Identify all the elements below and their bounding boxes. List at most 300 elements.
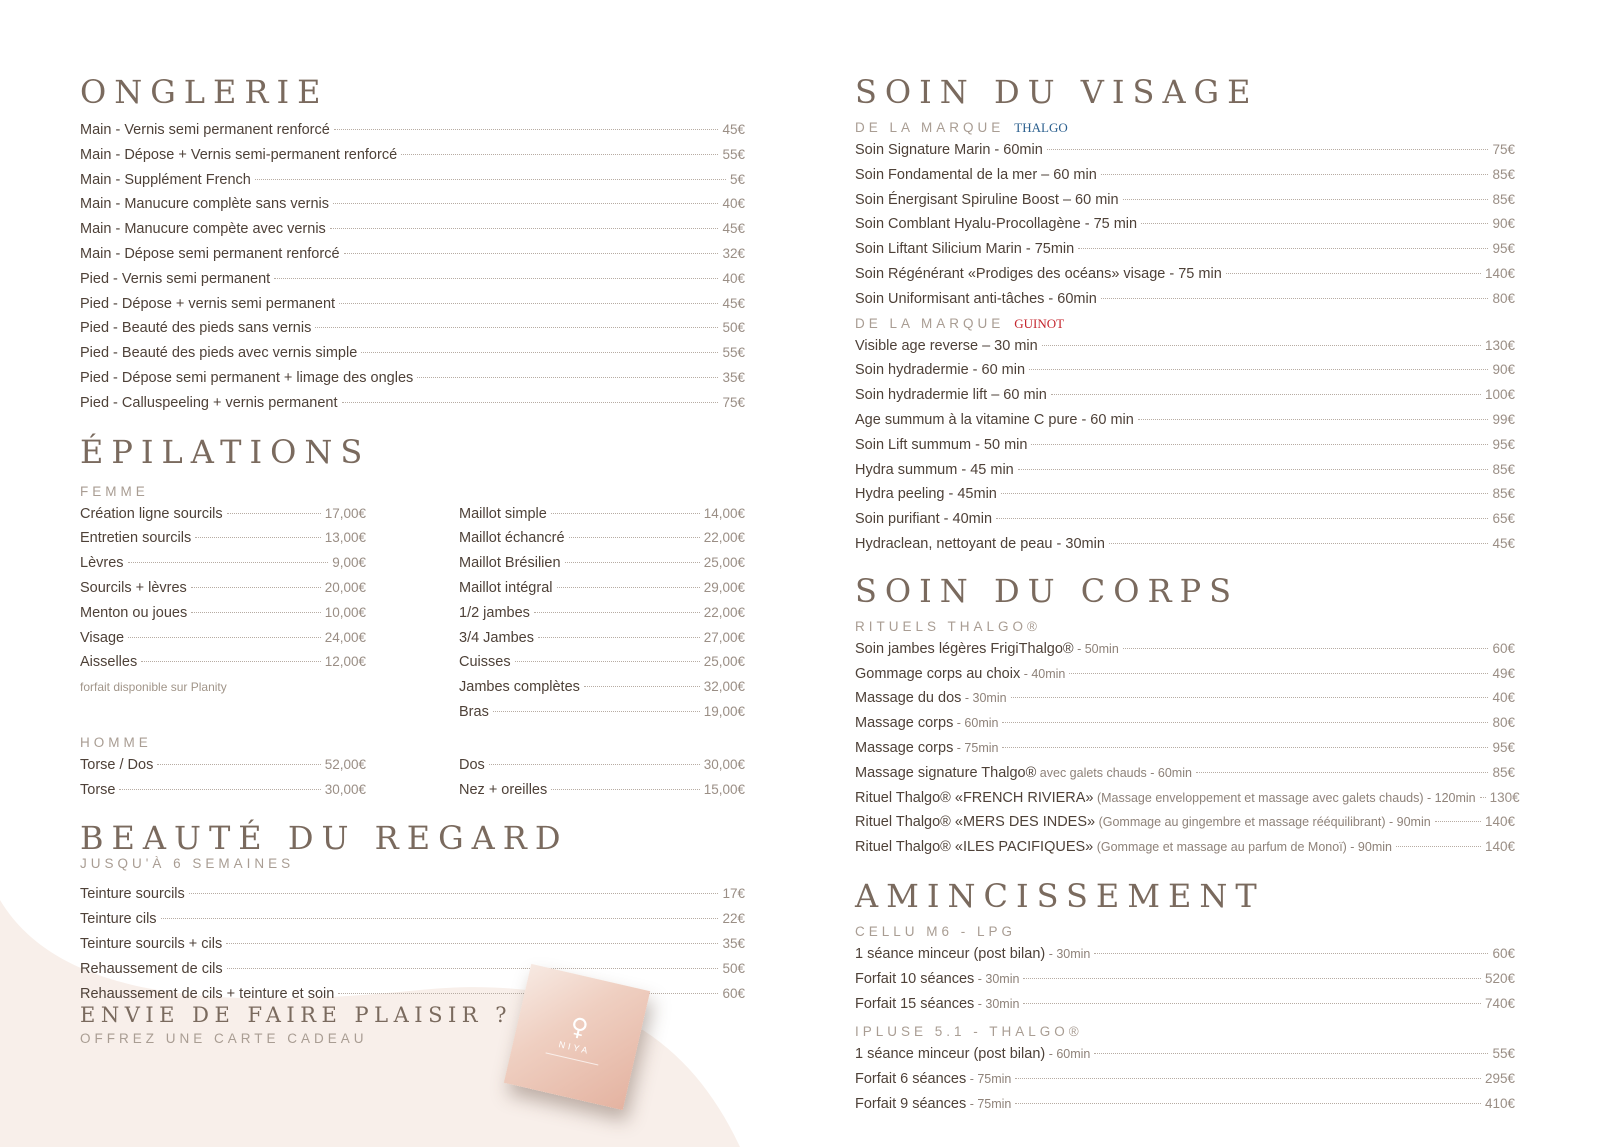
homme-right-list <box>459 753 745 803</box>
service-name <box>459 552 561 576</box>
service-label: 1 séance minceur (post bilan) <box>855 945 1046 962</box>
service-label: Soin hydradermie lift – 60 min <box>855 387 1047 404</box>
service-label: Entretien sourcils <box>80 530 192 547</box>
service-price: 75€ <box>1492 142 1515 157</box>
service-name <box>80 651 137 675</box>
service-price: 80€ <box>1492 715 1515 731</box>
dotted-leader <box>1018 469 1489 470</box>
dotted-leader <box>1226 273 1481 274</box>
price-row <box>80 957 745 982</box>
visage-title: SOIN DU VISAGE <box>855 73 1259 111</box>
service-label: Dos <box>459 756 485 773</box>
service-price: 55€ <box>722 146 745 162</box>
service-name <box>855 533 1105 557</box>
service-name <box>459 627 534 651</box>
dotted-leader <box>330 228 719 229</box>
service-label: Hydra peeling - 45min <box>855 486 997 503</box>
dotted-leader <box>191 612 320 613</box>
service-name <box>855 459 1014 483</box>
service-name <box>855 335 1038 359</box>
price-row <box>855 662 1515 687</box>
dotted-leader <box>119 789 320 790</box>
service-price: 35€ <box>722 369 745 385</box>
service-price: 30,00€ <box>703 756 745 772</box>
dotted-leader <box>361 352 718 353</box>
dotted-leader <box>1047 149 1489 150</box>
service-label: 1/2 jambes <box>459 604 530 621</box>
marque-label: DE LA MARQUE <box>855 315 1005 331</box>
price-row <box>459 753 745 778</box>
service-price: 140€ <box>1484 265 1515 281</box>
price-row <box>459 626 745 651</box>
onglerie-list <box>80 118 745 416</box>
price-row <box>80 753 366 778</box>
price-row <box>855 1067 1515 1092</box>
dotted-leader <box>1042 345 1481 346</box>
service-label: Aisselles <box>80 654 138 671</box>
service-name <box>80 908 157 932</box>
service-price: 85€ <box>1492 191 1515 207</box>
service-name <box>459 527 565 551</box>
ipulse-label: IPLUSE 5.1 - THALGO® <box>855 1024 1083 1040</box>
price-row <box>855 810 1515 835</box>
dotted-leader <box>1011 697 1489 698</box>
price-row <box>855 942 1515 967</box>
service-name <box>855 1043 1090 1067</box>
price-row <box>855 334 1515 359</box>
service-name <box>855 762 1192 786</box>
price-row <box>855 761 1515 786</box>
dotted-leader <box>565 562 700 563</box>
service-note: avec galets chauds - 60min <box>1036 765 1192 780</box>
service-name <box>855 968 1019 992</box>
service-price: 17,00€ <box>324 505 366 521</box>
service-label: Nez + oreilles <box>459 781 548 798</box>
guinot-list <box>855 334 1515 557</box>
dotted-leader <box>401 154 718 155</box>
service-label: Maillot intégral <box>459 579 553 596</box>
dotted-leader <box>189 893 719 894</box>
price-row <box>855 532 1515 557</box>
service-note: (Gommage et massage au parfum de Monoï) - 90min <box>1093 840 1392 855</box>
service-price: 95€ <box>1492 436 1515 452</box>
homme-label: HOMME <box>80 734 152 750</box>
service-label: Massage signature Thalgo® <box>855 764 1037 781</box>
ipulse-list <box>855 1042 1515 1116</box>
dotted-leader <box>1015 1103 1481 1104</box>
service-name <box>459 602 530 626</box>
service-name <box>80 193 329 217</box>
service-label: Main - Dépose + Vernis semi-permanent renforcé <box>80 146 398 163</box>
service-name <box>459 651 511 675</box>
dotted-leader <box>1109 543 1489 544</box>
price-row <box>855 1042 1515 1067</box>
service-label: 1 séance minceur (post bilan) <box>855 1046 1046 1063</box>
dotted-leader <box>334 129 719 130</box>
service-label: Massage corps <box>855 715 954 732</box>
service-name <box>459 701 489 725</box>
dotted-leader <box>1480 797 1486 798</box>
dotted-leader <box>551 513 700 514</box>
service-price: 85€ <box>1492 461 1515 477</box>
service-name <box>855 139 1043 163</box>
service-label: Massage du dos <box>855 690 962 707</box>
service-label: Soin purifiant - 40min <box>855 511 993 528</box>
service-label: Pied - Beauté des pieds sans vernis <box>80 320 312 337</box>
femme-left-column <box>80 502 366 725</box>
dotted-leader <box>1101 174 1489 175</box>
gift-subtitle: OFFREZ UNE CARTE CADEAU <box>80 1031 368 1046</box>
price-row <box>855 967 1515 992</box>
price-row <box>80 118 745 143</box>
service-note: - 30min <box>974 996 1020 1011</box>
dotted-leader <box>342 402 719 403</box>
service-label: Torse <box>80 781 116 798</box>
service-note: - 50min <box>1073 641 1119 656</box>
dotted-leader <box>1123 199 1489 200</box>
service-label: Teinture sourcils <box>80 886 185 903</box>
service-name <box>855 238 1074 262</box>
service-price: 75€ <box>722 394 745 410</box>
dotted-leader <box>195 537 320 538</box>
service-label: Cuisses <box>459 654 511 671</box>
price-row <box>855 482 1515 507</box>
gift-card-logo-text: NIYA <box>557 1038 592 1056</box>
service-name <box>80 602 187 626</box>
dotted-leader <box>1101 298 1489 299</box>
service-note: - 60min <box>953 716 999 731</box>
service-name <box>855 213 1137 237</box>
service-label: Soin Régénérant «Prodiges des océans» visage - 75 min <box>855 265 1222 282</box>
service-label: Sourcils + lèvres <box>80 579 187 596</box>
service-price: 25,00€ <box>703 654 745 670</box>
service-label: Soin jambes légères FrigiThalgo® <box>855 640 1074 657</box>
service-name <box>855 663 1065 687</box>
price-row <box>459 778 745 803</box>
service-price: 45€ <box>1492 535 1515 551</box>
service-note: - 75min <box>966 1072 1012 1087</box>
dotted-leader <box>551 789 699 790</box>
price-row <box>459 650 745 675</box>
service-price: 99€ <box>1492 411 1515 427</box>
dotted-leader <box>1023 978 1481 979</box>
service-price: 130€ <box>1484 337 1515 353</box>
price-row <box>855 433 1515 458</box>
gift-card-divider <box>546 1052 599 1065</box>
service-label: Bras <box>459 703 489 720</box>
service-name <box>80 958 223 982</box>
price-row <box>80 192 745 217</box>
price-row <box>80 217 745 242</box>
dotted-leader <box>1069 673 1488 674</box>
dotted-leader <box>1196 772 1489 773</box>
dotted-leader <box>339 303 718 304</box>
service-price: 14,00€ <box>703 505 745 521</box>
service-name <box>80 392 338 416</box>
service-name <box>855 288 1097 312</box>
dotted-leader <box>996 518 1488 519</box>
service-note: - 30min <box>974 971 1020 986</box>
service-label: Visage <box>80 629 125 646</box>
service-price: 13,00€ <box>324 530 366 546</box>
service-name <box>80 577 187 601</box>
service-label: Création ligne sourcils <box>80 505 223 522</box>
price-row <box>855 383 1515 408</box>
dotted-leader <box>534 612 700 613</box>
service-name <box>459 503 547 527</box>
service-name <box>80 933 222 957</box>
femme-right-list <box>459 502 745 725</box>
service-price: 22€ <box>722 911 745 927</box>
gift-card-logo-icon: ♀ <box>567 1011 592 1043</box>
price-row <box>855 287 1515 312</box>
regard-list <box>80 882 745 1006</box>
service-name <box>855 1068 1011 1092</box>
service-note: (Gommage au gingembre et massage rééquilibrant) - 90min <box>1095 815 1431 830</box>
service-price: 32,00€ <box>703 679 745 695</box>
dotted-leader <box>417 377 718 378</box>
service-label: Soin Lift summum - 50 min <box>855 436 1028 453</box>
service-price: 32€ <box>722 245 745 261</box>
service-note: - 40min <box>1020 666 1066 681</box>
price-row <box>855 786 1520 811</box>
service-price: 15,00€ <box>703 781 745 797</box>
left-column <box>80 72 745 1006</box>
service-price: 22,00€ <box>703 604 745 620</box>
service-label: Soin Fondamental de la mer – 60 min <box>855 166 1097 183</box>
epilations-title: ÉPILATIONS <box>80 432 371 471</box>
service-price: 27,00€ <box>703 629 745 645</box>
service-price: 90€ <box>1492 362 1515 378</box>
price-row <box>80 391 745 416</box>
service-price: 85€ <box>1492 764 1515 780</box>
thalgo-list <box>855 138 1515 312</box>
cellu-list <box>855 942 1515 1016</box>
service-note: - 75min <box>953 740 999 755</box>
price-row <box>80 907 745 932</box>
price-row <box>855 358 1515 383</box>
service-label: Maillot simple <box>459 505 547 522</box>
price-row <box>855 736 1515 761</box>
service-name <box>459 577 553 601</box>
service-name <box>855 384 1047 408</box>
dotted-leader <box>515 661 700 662</box>
service-name <box>80 779 115 803</box>
dotted-leader <box>1094 1053 1488 1054</box>
dotted-leader <box>569 537 700 538</box>
dotted-leader <box>1396 846 1481 847</box>
price-row <box>855 1092 1515 1117</box>
service-name <box>855 263 1222 287</box>
service-price: 24,00€ <box>324 629 366 645</box>
price-row <box>80 882 745 907</box>
service-label: Main - Vernis semi permanent renforcé <box>80 122 330 138</box>
price-row <box>80 778 366 803</box>
price-row <box>459 700 745 725</box>
service-label: Main - Dépose semi permanent renforcé <box>80 245 340 262</box>
service-name <box>80 627 124 651</box>
service-price: 12,00€ <box>324 654 366 670</box>
service-price: 140€ <box>1484 839 1515 855</box>
corps-list <box>855 637 1520 860</box>
regard-title: BEAUTÉ DU REGARD <box>80 819 569 858</box>
femme-right-column <box>459 502 745 725</box>
service-price: 22,00€ <box>703 530 745 546</box>
service-name <box>855 787 1476 811</box>
price-row <box>855 237 1515 262</box>
service-label: Rituel Thalgo® «ILES PACIFIQUES» <box>855 839 1094 856</box>
service-name <box>80 119 330 143</box>
service-price: 55€ <box>722 345 745 361</box>
service-price: 60€ <box>722 985 745 1001</box>
service-price: 80€ <box>1492 290 1515 306</box>
guinot-subtitle <box>855 314 1515 334</box>
service-label: Maillot échancré <box>459 530 565 547</box>
service-price: 410€ <box>1484 1095 1515 1111</box>
price-row <box>855 408 1515 433</box>
dotted-leader <box>255 179 726 180</box>
service-price: 95€ <box>1492 739 1515 755</box>
service-price: 520€ <box>1484 970 1515 986</box>
service-label: Soin Liftant Silicium Marin - 75min <box>855 241 1075 258</box>
price-row <box>855 188 1515 213</box>
service-price: 19,00€ <box>703 703 745 719</box>
price-row <box>80 267 745 292</box>
service-price: 60€ <box>1492 945 1515 961</box>
service-name <box>459 754 485 778</box>
price-row <box>855 686 1515 711</box>
service-price: 130€ <box>1489 789 1520 805</box>
homme-section <box>80 753 745 803</box>
service-label: 3/4 Jambes <box>459 629 534 646</box>
service-name <box>855 1093 1011 1117</box>
service-label: Maillot Brésilien <box>459 555 561 572</box>
service-price: 20,00€ <box>324 579 366 595</box>
right-column <box>855 72 1520 1117</box>
service-name <box>80 169 251 193</box>
service-note: (Massage enveloppement et massage avec galets chauds) - 120min <box>1093 790 1476 805</box>
dotted-leader <box>191 587 321 588</box>
dotted-leader <box>1051 394 1481 395</box>
price-row <box>855 212 1515 237</box>
dotted-leader <box>538 637 700 638</box>
service-price: 295€ <box>1484 1071 1515 1087</box>
service-price: 40€ <box>1492 690 1515 706</box>
service-label: Main - Manucure compète avec vernis <box>80 221 326 238</box>
cellu-label: CELLU M6 - LPG <box>855 923 1017 939</box>
gift-title: ENVIE DE FAIRE PLAISIR ? <box>80 1003 512 1027</box>
service-label: Hydraclean, nettoyant de peau - 30min <box>855 535 1105 552</box>
service-label: Lèvres <box>80 555 124 572</box>
femme-section <box>80 502 745 725</box>
dotted-leader <box>274 278 718 279</box>
service-price: 95€ <box>1492 241 1515 257</box>
service-name <box>855 189 1119 213</box>
service-price: 17€ <box>722 886 745 902</box>
price-row <box>80 242 745 267</box>
service-name <box>80 367 413 391</box>
onglerie-title: ONGLERIE <box>80 73 329 111</box>
service-label: Soin hydradermie - 60 min <box>855 362 1026 379</box>
service-name <box>855 508 992 532</box>
dotted-leader <box>1002 747 1488 748</box>
femme-label: FEMME <box>80 483 149 499</box>
service-name <box>855 993 1019 1017</box>
dotted-leader <box>333 203 718 204</box>
price-row <box>80 576 366 601</box>
price-row <box>80 601 366 626</box>
service-name <box>855 164 1097 188</box>
service-name <box>80 883 185 907</box>
service-label: Pied - Dépose semi permanent + limage des ongles <box>80 369 414 386</box>
service-label: Forfait 10 séances <box>855 970 975 987</box>
price-row <box>80 168 745 193</box>
service-label: Soin Énergisant Spiruline Boost – 60 min <box>855 191 1119 208</box>
dotted-leader <box>557 587 700 588</box>
service-name <box>855 737 998 761</box>
service-price: 65€ <box>1492 511 1515 527</box>
price-row <box>855 637 1515 662</box>
price-row <box>855 163 1515 188</box>
service-label: Soin Signature Marin - 60min <box>855 142 1043 158</box>
service-label: Visible age reverse – 30 min <box>855 337 1038 354</box>
corps-title: SOIN DU CORPS <box>855 571 1240 610</box>
service-label: Rehaussement de cils + teinture et soin <box>80 985 335 1002</box>
service-name <box>855 638 1119 662</box>
service-price: 60€ <box>1492 640 1515 656</box>
service-label: Rehaussement de cils <box>80 960 223 977</box>
service-price: 85€ <box>1492 166 1515 182</box>
dotted-leader <box>1138 419 1489 420</box>
service-name <box>80 503 223 527</box>
service-price: 45€ <box>722 122 745 137</box>
dotted-leader <box>227 968 719 969</box>
service-price: 50€ <box>722 320 745 336</box>
service-name <box>855 359 1025 383</box>
price-row <box>80 366 745 391</box>
service-note: - 30min <box>961 691 1007 706</box>
dotted-leader <box>227 513 321 514</box>
dotted-leader <box>128 637 321 638</box>
price-row <box>80 292 745 317</box>
thalgo-logo: THALGO <box>1014 120 1068 135</box>
service-price: 45€ <box>722 221 745 237</box>
dotted-leader <box>1023 1003 1481 1004</box>
service-price: 30,00€ <box>324 781 366 797</box>
service-price: 29,00€ <box>703 579 745 595</box>
service-label: Hydra summum - 45 min <box>855 461 1014 478</box>
price-row <box>459 601 745 626</box>
service-price: 140€ <box>1484 814 1515 830</box>
service-label: Gommage corps au choix <box>855 665 1021 682</box>
price-row <box>459 502 745 527</box>
price-row <box>80 502 366 527</box>
price-row <box>80 526 366 551</box>
service-name <box>459 779 547 803</box>
service-label: Pied - Beauté des pieds avec vernis simple <box>80 345 358 362</box>
dotted-leader <box>315 327 718 328</box>
price-row <box>80 316 745 341</box>
service-label: Rituel Thalgo® «FRENCH RIVIERA» <box>855 789 1094 806</box>
service-name <box>80 342 357 366</box>
service-name <box>855 687 1007 711</box>
service-label: Rituel Thalgo® «MERS DES INDES» <box>855 814 1096 831</box>
dotted-leader <box>157 764 320 765</box>
amincissement-title: AMINCISSEMENT <box>855 876 1265 915</box>
service-label: Pied - Dépose + vernis semi permanent <box>80 295 336 312</box>
dotted-leader <box>489 764 700 765</box>
price-row <box>80 626 366 651</box>
